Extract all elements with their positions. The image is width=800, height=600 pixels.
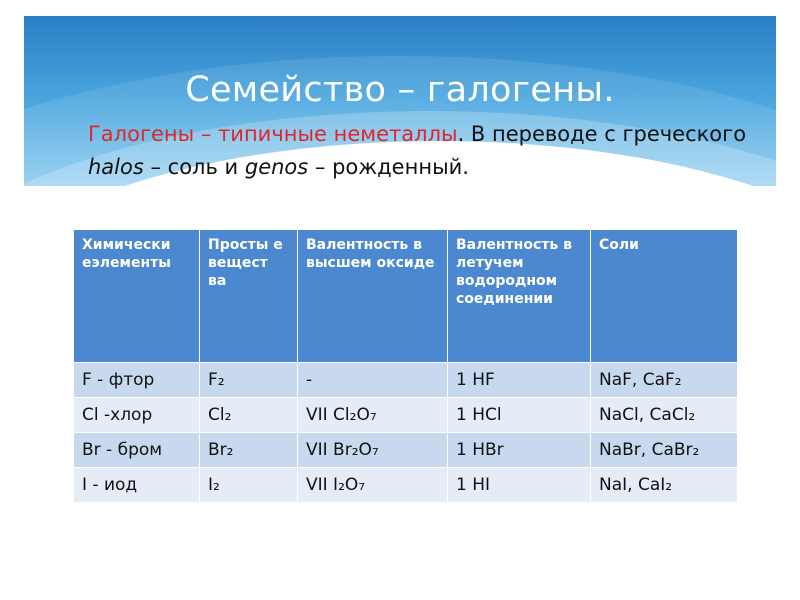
oxide-cell: VII Cl₂O₇ [298, 398, 448, 433]
table-row [74, 398, 738, 433]
column-header: Химически еэлементы [74, 230, 200, 363]
intro-part: . В переводе с греческого [457, 122, 747, 146]
slide-title: Семейство – галогены. [185, 70, 615, 110]
intro-term-genos: genos [244, 155, 309, 179]
slide [24, 16, 776, 600]
table-row [74, 433, 738, 468]
intro-part: – соль и [143, 155, 245, 179]
column-header: Соли [591, 230, 738, 363]
substance-cell: F₂ [200, 363, 298, 398]
element-cell: Br - бром [74, 433, 200, 468]
element-cell: F - фтор [74, 363, 200, 398]
halogens-table [73, 229, 738, 503]
element-cell: I - иод [74, 468, 200, 503]
oxide-cell: VII I₂O₇ [298, 468, 448, 503]
element-cell: Cl -хлор [74, 398, 200, 433]
oxide-cell: VII Br₂O₇ [298, 433, 448, 468]
substance-cell: Br₂ [200, 433, 298, 468]
hydride-cell: 1 HF [448, 363, 591, 398]
column-header: Валентность в высшем оксиде [298, 230, 448, 363]
table-row [74, 363, 738, 398]
hydride-cell: 1 HI [448, 468, 591, 503]
hydride-cell: 1 HCl [448, 398, 591, 433]
intro-text [88, 118, 748, 184]
intro-term-halos: halos [88, 155, 144, 179]
intro-part: – рожденный. [308, 155, 469, 179]
salts-cell: NaI, CaI₂ [591, 468, 738, 503]
salts-cell: NaF, CaF₂ [591, 363, 738, 398]
substance-cell: Cl₂ [200, 398, 298, 433]
salts-cell: NaCl, CaCl₂ [591, 398, 738, 433]
intro-highlight: Галогены – типичные неметаллы [88, 122, 458, 146]
column-header: Просты е вещест ва [200, 230, 298, 363]
table-header-row [74, 230, 738, 363]
salts-cell: NaBr, CaBr₂ [591, 433, 738, 468]
oxide-cell: - [298, 363, 448, 398]
column-header: Валентность в летучем водородном соединении [448, 230, 591, 363]
substance-cell: I₂ [200, 468, 298, 503]
hydride-cell: 1 HBr [448, 433, 591, 468]
table-row [74, 468, 738, 503]
